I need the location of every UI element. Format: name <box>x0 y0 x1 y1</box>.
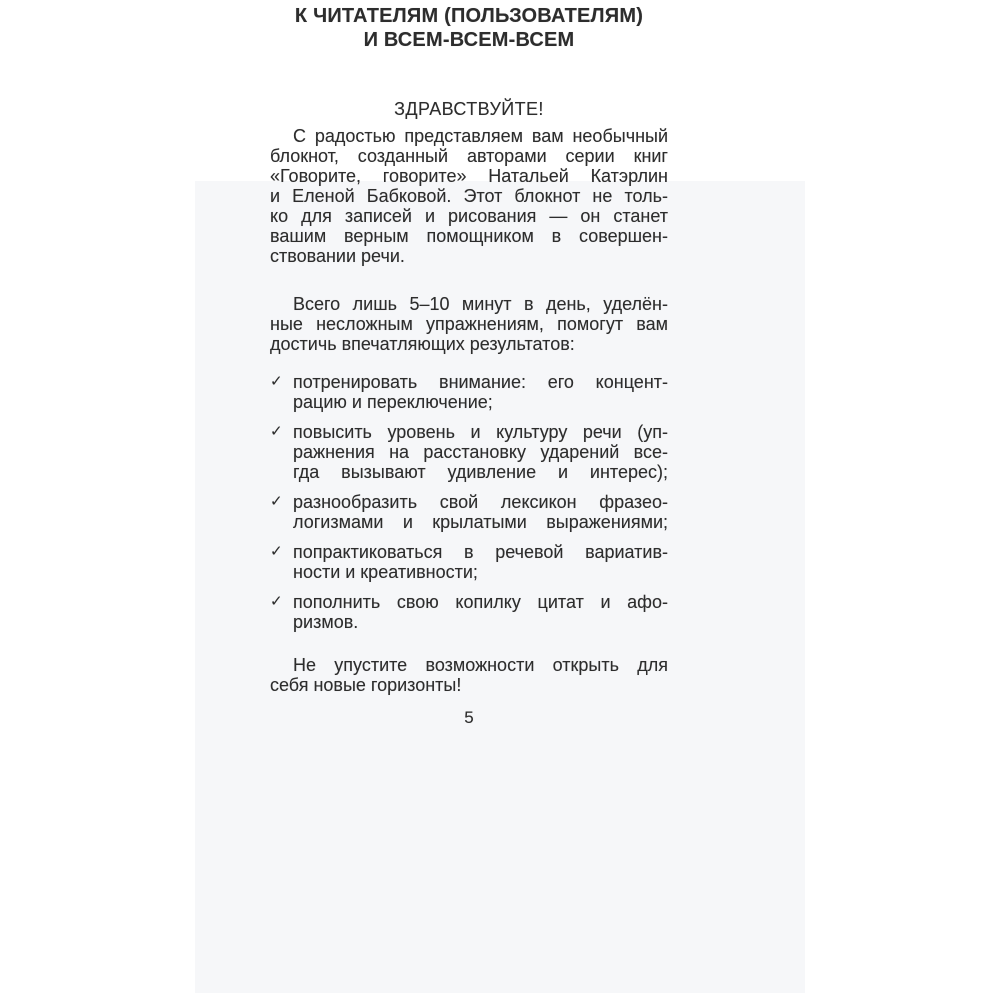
list-item-text <box>293 372 668 412</box>
text-line: ко для записей и рисования — он станет <box>270 206 668 226</box>
text-line: и Еленой Бабковой. Этот блокнот не толь- <box>270 186 668 206</box>
check-icon: ✓ <box>270 493 283 510</box>
text-line: рацию и переключение; <box>293 392 493 412</box>
text-line: Всего лишь 5–10 минут в день, уделён- <box>293 294 668 314</box>
text-line: ражнения на расстановку ударений все- <box>293 442 668 462</box>
text-line: гда вызывают удивление и интерес); <box>293 462 668 482</box>
heading-line: И ВСЕМ-ВСЕМ-ВСЕМ <box>363 29 575 51</box>
text-line: С радостью представляем вам необычный <box>293 126 668 146</box>
text-line: ности и креативности; <box>293 562 478 582</box>
page-number: 5 <box>464 708 474 727</box>
list-item <box>270 422 668 482</box>
text-line: потренировать внимание: его концент- <box>293 372 668 392</box>
list-item <box>270 542 668 582</box>
paragraph-intro <box>270 126 668 266</box>
list-item-text <box>293 422 668 482</box>
greeting-heading: ЗДРАВСТВУЙТЕ! <box>394 99 544 119</box>
text-line: «Говорите, говорите» Натальей Катэрлин <box>270 166 668 186</box>
list-item-text <box>293 592 668 632</box>
text-line: блокнот, созданный авторами серии книг <box>270 146 668 166</box>
check-icon: ✓ <box>270 423 283 440</box>
page-content <box>270 0 668 728</box>
check-icon: ✓ <box>270 593 283 610</box>
check-icon: ✓ <box>270 373 283 390</box>
text-line: пополнить свою копилку цитат и афо- <box>293 592 668 612</box>
text-line: логизмами и крылатыми выражениями; <box>293 512 668 532</box>
text-line: разнообразить свой лексикон фразео- <box>293 492 668 512</box>
list-item-text <box>293 492 668 532</box>
list-item-text <box>293 542 668 582</box>
text-line: повысить уровень и культуру речи (уп- <box>293 422 668 442</box>
paragraph-outro <box>270 655 668 695</box>
text-line: себя новые горизонты! <box>270 675 462 695</box>
check-icon: ✓ <box>270 543 283 560</box>
text-line: ризмов. <box>293 612 359 632</box>
text-line: попрактиковаться в речевой вариатив- <box>293 542 668 562</box>
text-line: достичь впечатляющих результатов: <box>270 334 575 354</box>
page-heading <box>270 4 668 52</box>
list-item <box>270 492 668 532</box>
list-item <box>270 372 668 412</box>
text-line: вашим верным помощником в совершен- <box>270 226 668 246</box>
paragraph-benefits-lead <box>270 294 668 354</box>
text-line: ные несложным упражнениям, помогут вам <box>270 314 668 334</box>
text-line: Не упустите возможности открыть для <box>293 655 668 675</box>
text-line: ствовании речи. <box>270 246 405 266</box>
list-item <box>270 592 668 632</box>
heading-line: К ЧИТАТЕЛЯМ (ПОЛЬЗОВАТЕЛЯМ) <box>294 5 644 27</box>
benefits-list <box>270 372 668 632</box>
